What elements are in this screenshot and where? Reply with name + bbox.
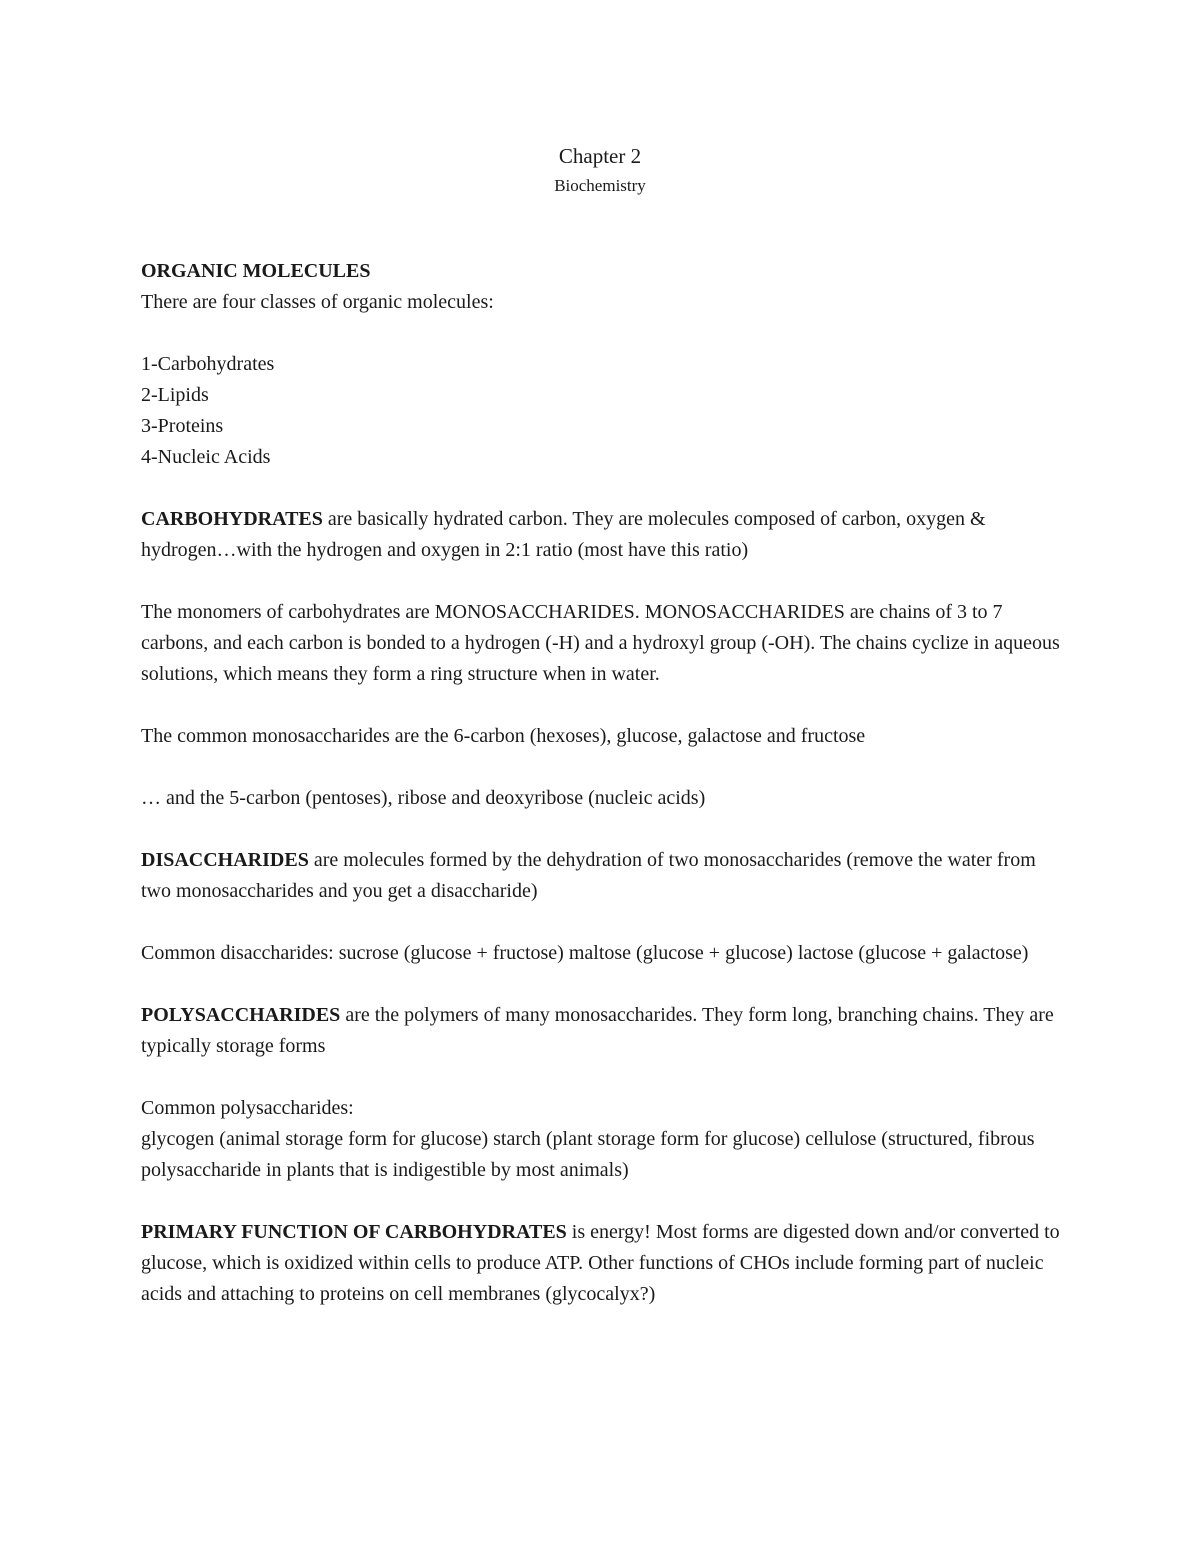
chapter-subtitle: Biochemistry	[554, 176, 646, 195]
primary-function-term: PRIMARY FUNCTION OF CARBOHYDRATES	[141, 1221, 567, 1243]
section-heading-organic-molecules: ORGANIC MOLECULES	[141, 260, 371, 282]
class-item-2: 2-Lipids	[141, 384, 209, 406]
carbohydrates-text: are basically hydrated carbon. They are molecules composed of carbon, oxygen & hydrogen…with the hydrogen and oxygen in 2:1 ratio (most have this ratio)	[141, 508, 986, 561]
carbohydrates-paragraph	[141, 504, 1066, 566]
polysaccharides-term: POLYSACCHARIDES	[141, 1004, 341, 1026]
document-body	[141, 256, 1066, 1310]
document-header	[0, 140, 1200, 200]
primary-function-paragraph	[141, 1217, 1066, 1310]
common-monosaccharides-hexoses: The common monosaccharides are the 6-carbon (hexoses), glucose, galactose and fructose	[141, 725, 866, 747]
common-polysaccharides-list: glycogen (animal storage form for glucose) starch (plant storage form for glucose) cellulose (structured, fibrous polysaccharide in plants that is indigestible by most animals)	[141, 1128, 1035, 1181]
organic-intro: There are four classes of organic molecules:	[141, 291, 494, 313]
disaccharides-term: DISACCHARIDES	[141, 849, 309, 871]
common-disaccharides: Common disaccharides: sucrose (glucose + fructose) maltose (glucose + glucose) lactose (glucose + galactose)	[141, 942, 1029, 964]
common-polysaccharides-label: Common polysaccharides:	[141, 1097, 354, 1119]
chapter-title: Chapter 2	[558, 144, 642, 168]
polysaccharides-text: are the polymers of many monosaccharides. They form long, branching chains. They are typically storage forms	[141, 1004, 1054, 1057]
common-monosaccharides-pentoses: … and the 5-carbon (pentoses), ribose and deoxyribose (nucleic acids)	[141, 787, 706, 809]
class-item-4: 4-Nucleic Acids	[141, 446, 271, 468]
carbohydrates-term: CARBOHYDRATES	[141, 508, 323, 530]
primary-function-text: is energy! Most forms are digested down and/or converted to glucose, which is oxidized within cells to produce ATP. Other functions of CHOs include forming part of nucleic acids and attaching to proteins on cell membranes (glycocalyx?)	[141, 1221, 1060, 1305]
monomers-paragraph: The monomers of carbohydrates are MONOSACCHARIDES. MONOSACCHARIDES are chains of 3 to 7 carbons, and each carbon is bonded to a hydrogen (-H) and a hydroxyl group (-OH). The chains cyclize in aqueous solutions, which means they form a ring structure when in water.	[141, 601, 1060, 685]
class-item-1: 1-Carbohydrates	[141, 353, 275, 375]
class-item-3: 3-Proteins	[141, 415, 224, 437]
disaccharides-paragraph	[141, 845, 1066, 907]
disaccharides-text: are molecules formed by the dehydration of two monosaccharides (remove the water from two monosaccharides and you get a disaccharide)	[141, 849, 1036, 902]
polysaccharides-paragraph	[141, 1000, 1066, 1062]
